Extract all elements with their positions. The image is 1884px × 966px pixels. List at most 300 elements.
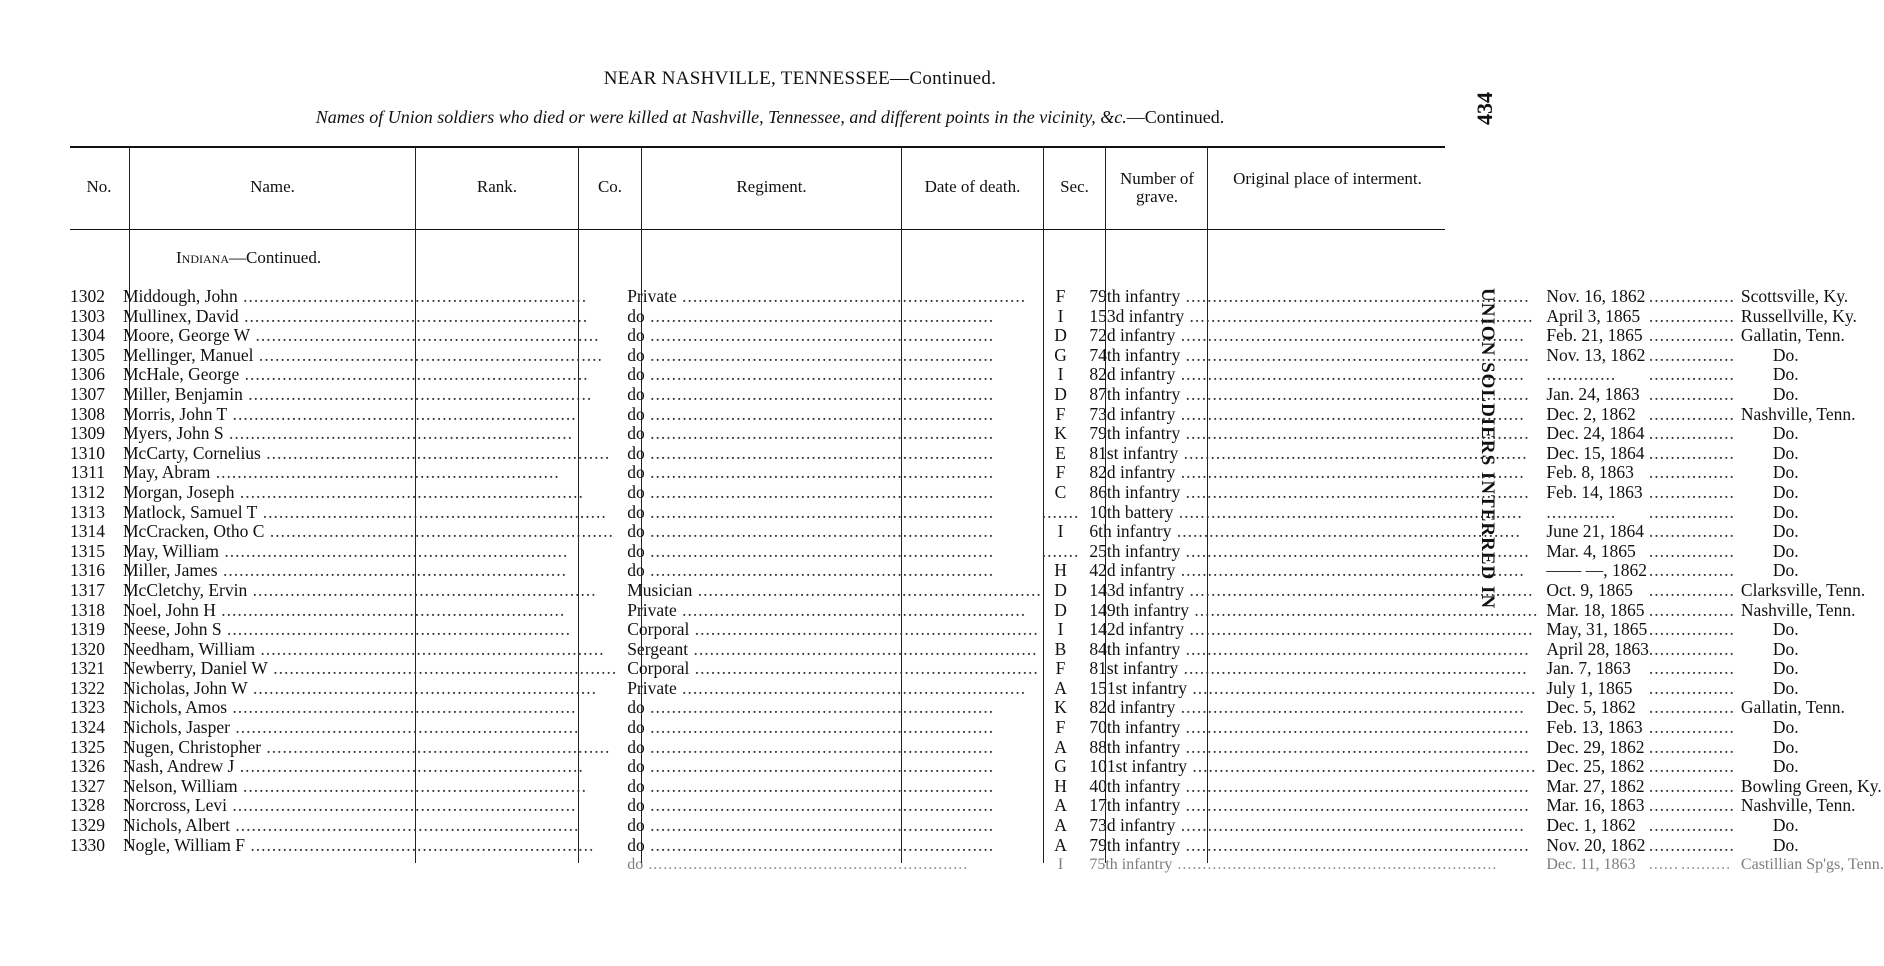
table-row [70, 698, 1884, 718]
soldier-name [113, 679, 617, 699]
table-row [70, 542, 1884, 562]
section-number [1649, 816, 1681, 836]
date-of-death-text: Nov. 13, 1862 [1546, 344, 1646, 365]
date-of-death-text: Feb. 14, 1863 [1546, 481, 1643, 502]
soldier-name-text: May, William ..... [123, 541, 568, 561]
section-number [1649, 757, 1681, 777]
company [1042, 620, 1080, 640]
leader-dots: ...... [1648, 344, 1682, 365]
grave-number [1681, 757, 1735, 777]
company-text: F [1055, 717, 1066, 738]
record-number-text: 1321 [70, 658, 105, 679]
date-of-death [1538, 444, 1649, 464]
leader-dots: .......... [1681, 462, 1735, 483]
record-number-text: 1316 [70, 560, 105, 581]
section-number [1649, 561, 1681, 581]
company [1042, 287, 1080, 307]
caption-italic: Names of Union soldiers who died or were killed at Nashville, Tennessee, and different points in the vicinity, &c. [315, 107, 1127, 127]
header-place: Original place of interment. [1233, 169, 1422, 188]
soldier-name-text: McCarty, Cornelius ..... [123, 443, 610, 463]
leader-dots: ...... [1648, 383, 1682, 404]
section-number [1649, 718, 1681, 738]
regiment [1079, 385, 1538, 405]
regiment-text: 81st infantry ..... [1089, 443, 1527, 463]
regiment-text: 149th infantry ..... [1089, 600, 1538, 620]
date-of-death [1538, 503, 1649, 523]
header-date: Date of death. [924, 177, 1021, 196]
original-place-text: Do. [1772, 521, 1799, 542]
section-number [1649, 503, 1681, 523]
rank [617, 855, 1042, 875]
date-of-death-text: May, 31, 1865 [1546, 619, 1648, 640]
rank-text: do ..... [627, 423, 994, 443]
section-number [1649, 444, 1681, 464]
rank [617, 522, 1042, 542]
burial-table [70, 287, 1884, 875]
table-row [70, 718, 1884, 738]
original-place [1735, 385, 1884, 405]
company [1042, 365, 1080, 385]
leader-dots: .......... [1681, 364, 1735, 385]
company-text: C [1054, 481, 1067, 502]
record-number-text: 1302 [70, 286, 105, 306]
soldier-name [113, 718, 617, 738]
soldier-name-text: Mullinex, David ..... [123, 306, 588, 326]
leader-dots: ...... [1648, 697, 1682, 718]
original-place [1735, 601, 1884, 621]
company [1042, 522, 1080, 542]
section-state: Indiana [176, 248, 229, 267]
rank [617, 483, 1042, 503]
leader-dots: .......... [1681, 677, 1735, 698]
record-number-text: 1330 [70, 834, 105, 855]
soldier-name-text: Miller, Benjamin ..... [123, 384, 592, 404]
date-of-death [1538, 796, 1649, 816]
record-number [70, 365, 113, 385]
rank [617, 307, 1042, 327]
soldier-name [113, 444, 617, 464]
date-of-death-text: Feb. 21, 1865 [1546, 325, 1643, 346]
company-text: F [1055, 403, 1066, 424]
section-number [1649, 287, 1681, 307]
original-place-text: Gallatin, Tenn. [1740, 697, 1845, 718]
record-number [70, 757, 113, 777]
regiment [1079, 796, 1538, 816]
soldier-name-text: Norcross, Levi ..... [123, 795, 576, 815]
leader-dots: .......... [1681, 815, 1735, 836]
date-of-death [1538, 698, 1649, 718]
record-number-text: 1307 [70, 383, 105, 404]
leader-dots: ...... [1648, 403, 1682, 424]
regiment [1079, 816, 1538, 836]
company [1042, 698, 1080, 718]
regiment [1079, 503, 1538, 523]
date-of-death-text: Oct. 9, 1865 [1546, 579, 1633, 600]
regiment-text: 10th battery ..... [1089, 502, 1522, 522]
regiment [1079, 444, 1538, 464]
original-place [1735, 424, 1884, 444]
original-place-text: Do. [1772, 658, 1799, 679]
soldier-name-text: McHale, George ..... [123, 364, 589, 384]
rank [617, 757, 1042, 777]
company-text: D [1054, 599, 1067, 620]
regiment-text: 84th infantry ..... [1089, 639, 1529, 659]
record-number-text: 1326 [70, 756, 105, 777]
regiment-text: 40th infantry ..... [1089, 776, 1529, 796]
grave-number [1681, 542, 1735, 562]
rank [617, 640, 1042, 660]
date-of-death-text: Dec. 2, 1862 [1546, 403, 1636, 424]
original-place-text: Gallatin, Tenn. [1740, 325, 1845, 346]
company-text: I [1057, 305, 1064, 326]
company [1042, 757, 1080, 777]
date-of-death-text: Mar. 18, 1865 [1546, 599, 1645, 620]
soldier-name-text: Mellinger, Manuel ..... [123, 345, 603, 365]
company [1042, 561, 1080, 581]
original-place-text: Do. [1772, 364, 1799, 385]
regiment [1079, 405, 1538, 425]
leader-dots: .......... [1681, 286, 1735, 306]
company [1042, 855, 1080, 875]
date-of-death-text: Mar. 4, 1865 [1546, 540, 1636, 561]
original-place-text: Bowling Green, Ky. [1740, 775, 1882, 796]
leader-dots: .......... [1681, 481, 1735, 502]
soldier-name-text: Nichols, Jasper ..... [123, 717, 579, 737]
date-of-death [1538, 424, 1649, 444]
original-place-text: Nashville, Tenn. [1740, 599, 1856, 620]
regiment [1079, 757, 1538, 777]
original-place-text: Castillian Sp'gs, Tenn. [1740, 856, 1884, 874]
table-row [70, 385, 1884, 405]
record-number-text: 1327 [70, 775, 105, 796]
leader-dots: .......... [1681, 638, 1735, 659]
record-number [70, 640, 113, 660]
original-place [1735, 718, 1884, 738]
date-of-death [1538, 816, 1649, 836]
page-number: 434 [1472, 92, 1497, 125]
soldier-name [113, 385, 617, 405]
table-row [70, 483, 1884, 503]
header-regiment: Regiment. [736, 177, 807, 196]
record-number [70, 326, 113, 346]
date-of-death-text: April 3, 1865 [1546, 305, 1641, 326]
regiment [1079, 601, 1538, 621]
grave-number [1681, 777, 1735, 797]
record-number-text: 1320 [70, 638, 105, 659]
grave-number [1681, 287, 1735, 307]
grave-number [1681, 581, 1735, 601]
soldier-name [113, 424, 617, 444]
date-of-death [1538, 620, 1649, 640]
original-place [1735, 698, 1884, 718]
soldier-name [113, 581, 617, 601]
rank-text: do ..... [627, 815, 994, 835]
soldier-name [113, 463, 617, 483]
regiment-text: 73d infantry ..... [1089, 404, 1524, 424]
header-name: Name. [250, 177, 295, 196]
soldier-name [113, 483, 617, 503]
record-number [70, 483, 113, 503]
leader-dots: .......... [1681, 423, 1735, 444]
soldier-name [113, 346, 617, 366]
rank-text: do ..... [627, 462, 994, 482]
rank-text: do ..... [627, 521, 994, 541]
original-place [1735, 816, 1884, 836]
record-number [70, 444, 113, 464]
leader-dots: ...... [1648, 481, 1682, 502]
rank [617, 816, 1042, 836]
leader-dots: ...... [1648, 756, 1682, 777]
regiment [1079, 424, 1538, 444]
section-number [1649, 738, 1681, 758]
table-row [70, 424, 1884, 444]
section-number [1649, 365, 1681, 385]
record-number-text: 1308 [70, 403, 105, 424]
record-number [70, 463, 113, 483]
date-of-death-text: Mar. 16, 1863 [1546, 795, 1645, 816]
company [1042, 444, 1080, 464]
leader-dots: .......... [1681, 856, 1732, 874]
regiment-text: 87th infantry ..... [1089, 384, 1529, 404]
regiment-text: 151st infantry ..... [1089, 678, 1536, 698]
company [1042, 679, 1080, 699]
record-number [70, 836, 113, 856]
original-place-text: Do. [1772, 834, 1799, 855]
grave-number [1681, 855, 1735, 875]
rank [617, 777, 1042, 797]
original-place [1735, 463, 1884, 483]
rank-text: do ..... [627, 560, 994, 580]
leader-dots: ...... [1648, 305, 1682, 326]
soldier-name-text: McCletchy, Ervin ..... [123, 580, 597, 600]
rank [617, 444, 1042, 464]
header-rank: Rank. [476, 177, 518, 196]
company [1042, 385, 1080, 405]
original-place-text: Nashville, Tenn. [1740, 403, 1856, 424]
company [1042, 796, 1080, 816]
regiment [1079, 640, 1538, 660]
date-of-death [1538, 777, 1649, 797]
soldier-name-text: Miller, James ..... [123, 560, 567, 580]
rank [617, 581, 1042, 601]
rank [617, 601, 1042, 621]
rank-text: do ..... [627, 737, 994, 757]
regiment [1079, 522, 1538, 542]
date-of-death [1538, 718, 1649, 738]
rank-text: do ..... [627, 482, 994, 502]
regiment-text: 72d infantry ..... [1089, 325, 1524, 345]
leader-dots: .......... [1681, 521, 1735, 542]
original-place-text: Do. [1772, 756, 1799, 777]
regiment-text: 88th infantry ..... [1089, 737, 1529, 757]
soldier-name [113, 620, 617, 640]
original-place [1735, 855, 1884, 875]
section-number [1649, 836, 1681, 856]
table-caption [0, 107, 1540, 128]
leader-dots: ...... [1648, 856, 1679, 874]
date-of-death [1538, 738, 1649, 758]
section-number [1649, 620, 1681, 640]
leader-dots: .......... [1681, 344, 1735, 365]
side-running-title: UNION SOLDIERS INTERRED IN [1477, 288, 1498, 610]
original-place [1735, 738, 1884, 758]
company-text: I [1057, 521, 1064, 542]
regiment-text: 79th infantry ..... [1089, 286, 1529, 306]
leader-dots: .......... [1681, 560, 1735, 581]
original-place [1735, 287, 1884, 307]
header-co: Co. [597, 177, 623, 196]
date-of-death [1538, 405, 1649, 425]
record-number-text: 1312 [70, 481, 105, 502]
original-place [1735, 659, 1884, 679]
original-place [1735, 620, 1884, 640]
grave-number [1681, 365, 1735, 385]
record-number [70, 679, 113, 699]
regiment-text: 75th infantry ..... [1089, 856, 1497, 873]
soldier-name-text: McCracken, Otho C ..... [123, 521, 614, 541]
rank-text: Sergeant ..... [627, 639, 1037, 659]
table-row [70, 679, 1884, 699]
date-of-death-text: Mar. 27, 1862 [1546, 775, 1645, 796]
regiment-text: 70th infantry ..... [1089, 717, 1529, 737]
rank-text: do ..... [627, 697, 994, 717]
regiment-text: 25th infantry ..... [1089, 541, 1529, 561]
date-of-death-text: Jan. 24, 1863 [1546, 383, 1640, 404]
section-number [1649, 855, 1681, 875]
company-text: D [1054, 579, 1067, 600]
rank [617, 542, 1042, 562]
date-of-death [1538, 522, 1649, 542]
date-of-death [1538, 679, 1649, 699]
date-of-death-text: Dec. 15, 1864 [1546, 442, 1645, 463]
leader-dots: ...... [1648, 795, 1682, 816]
original-place [1735, 679, 1884, 699]
record-number [70, 777, 113, 797]
rank-text: do ..... [627, 502, 994, 522]
soldier-name [113, 601, 617, 621]
table-row [70, 659, 1884, 679]
soldier-name [113, 561, 617, 581]
grave-number [1681, 483, 1735, 503]
date-of-death [1538, 326, 1649, 346]
rank [617, 679, 1042, 699]
soldier-name-text: Morris, John T ..... [123, 404, 577, 424]
section-number [1649, 463, 1681, 483]
leader-dots: .......... [1681, 795, 1735, 816]
section-number [1649, 424, 1681, 444]
soldier-name-text: Nichols, Albert ..... [123, 815, 579, 835]
company [1042, 542, 1080, 562]
company-text: F [1055, 658, 1066, 679]
grave-number [1681, 503, 1735, 523]
rank-text: do ..... [627, 404, 994, 424]
regiment [1079, 346, 1538, 366]
record-number-text: 1305 [70, 344, 105, 365]
record-number [70, 698, 113, 718]
table-row [70, 287, 1884, 307]
rank [617, 405, 1042, 425]
table-row [70, 757, 1884, 777]
record-number [70, 561, 113, 581]
rank-text: Private ..... [627, 678, 1026, 698]
record-number-text: 1315 [70, 540, 105, 561]
table-row [70, 620, 1884, 640]
grave-number [1681, 307, 1735, 327]
header-grave: Number of grave. [1119, 169, 1195, 206]
soldier-name [113, 855, 617, 875]
record-number-text: 1329 [70, 815, 105, 836]
original-place-text: Do. [1772, 383, 1799, 404]
rank [617, 365, 1042, 385]
company [1042, 326, 1080, 346]
header-sec: Sec. [1060, 177, 1089, 196]
leader-dots: ...... [1648, 658, 1682, 679]
record-number [70, 405, 113, 425]
company [1042, 307, 1080, 327]
grave-number [1681, 679, 1735, 699]
record-number-text: 1317 [70, 579, 105, 600]
section-number [1649, 307, 1681, 327]
soldier-name [113, 542, 617, 562]
date-of-death [1538, 601, 1649, 621]
table-row [70, 405, 1884, 425]
section-number [1649, 796, 1681, 816]
leader-dots: .......... [1681, 540, 1735, 561]
section-number [1649, 542, 1681, 562]
rank [617, 346, 1042, 366]
soldier-name [113, 287, 617, 307]
company-text: A [1054, 815, 1067, 836]
date-of-death [1538, 287, 1649, 307]
table-row [70, 796, 1884, 816]
original-place [1735, 542, 1884, 562]
original-place [1735, 405, 1884, 425]
grave-number [1681, 522, 1735, 542]
company [1042, 777, 1080, 797]
leader-dots: .......... [1681, 834, 1735, 855]
rank-text: Corporal ..... [627, 619, 1039, 639]
original-place [1735, 640, 1884, 660]
original-place-text: Do. [1772, 677, 1799, 698]
regiment [1079, 679, 1538, 699]
soldier-name [113, 522, 617, 542]
table-row [70, 601, 1884, 621]
regiment-text: 73d infantry ..... [1089, 815, 1524, 835]
date-of-death [1538, 346, 1649, 366]
soldier-name-text: Moore, George W ..... [123, 325, 600, 345]
record-number-text: 1306 [70, 364, 105, 385]
soldier-name-text: Morgan, Joseph ..... [123, 482, 584, 502]
grave-number [1681, 385, 1735, 405]
original-place [1735, 777, 1884, 797]
rank-text: Private ..... [627, 600, 1026, 620]
original-place-text: Do. [1772, 501, 1799, 522]
company-text: H [1054, 775, 1067, 796]
company-text: A [1054, 795, 1067, 816]
soldier-name-text: Neese, John S ..... [123, 619, 571, 639]
grave-number [1681, 796, 1735, 816]
company-text: G [1054, 344, 1067, 365]
company [1042, 424, 1080, 444]
date-of-death [1538, 365, 1649, 385]
soldier-name-text: Nichols, Amos ..... [123, 697, 576, 717]
rank [617, 287, 1042, 307]
table-row [70, 463, 1884, 483]
rank-text: Musician ..... [627, 580, 1042, 600]
regiment-text: 142d infantry ..... [1089, 619, 1533, 639]
record-number [70, 424, 113, 444]
grave-number [1681, 620, 1735, 640]
